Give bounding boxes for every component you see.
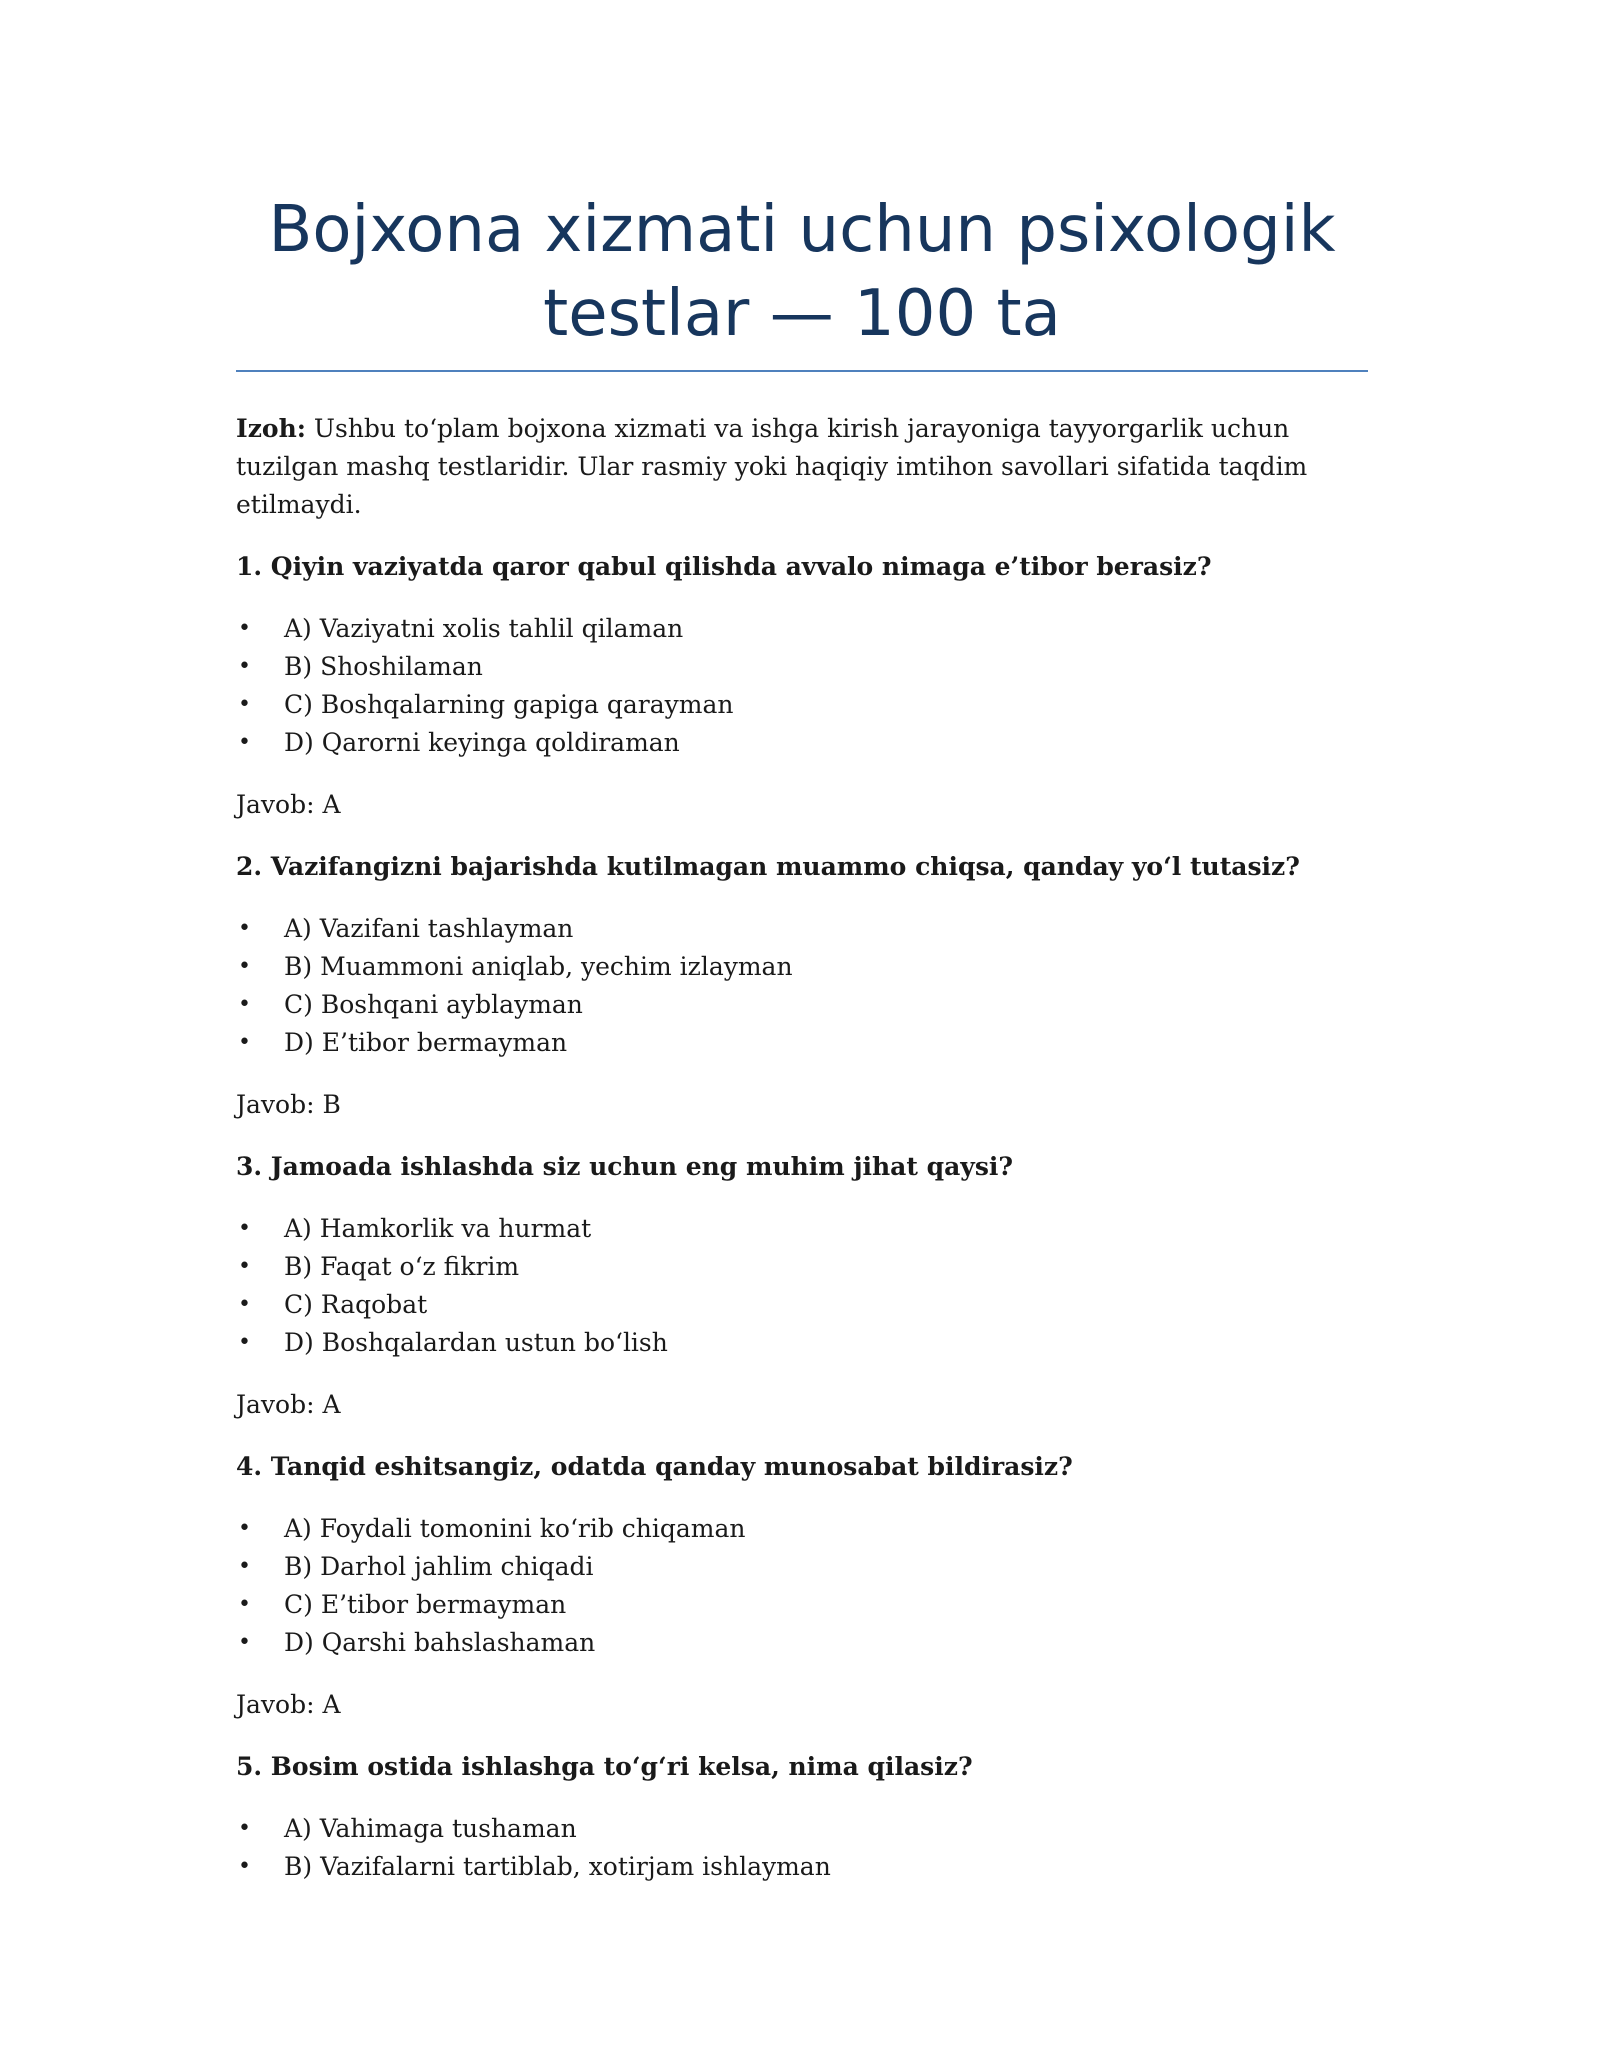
bullet-icon: •: [238, 1330, 251, 1355]
option-list: [236, 1810, 1368, 1886]
option-text: D) Qarshi bahslashaman: [284, 1628, 596, 1657]
document-page: [236, 188, 1368, 1886]
option-list: [236, 1210, 1368, 1362]
bullet-icon: •: [238, 1516, 251, 1541]
option-text: D) E’tibor bermayman: [284, 1028, 568, 1057]
bullet-icon: •: [238, 1630, 251, 1655]
option-item: [236, 1548, 1368, 1586]
bullet-icon: •: [238, 1854, 251, 1879]
answer-text: Javob: A: [236, 790, 341, 819]
option-text: A) Hamkorlik va hurmat: [284, 1214, 592, 1243]
option-item: [236, 986, 1368, 1024]
bullet-icon: •: [238, 1292, 251, 1317]
option-item: [236, 1810, 1368, 1848]
document-title: Bojxona xizmati uchun psixologik testlar — 100 ta: [236, 188, 1368, 372]
option-item: [236, 686, 1368, 724]
option-text: A) Vazifani tashlayman: [284, 914, 574, 943]
answer-text: Javob: A: [236, 1690, 341, 1719]
option-text: A) Vaziyatni xolis tahlil qilaman: [284, 614, 684, 643]
option-item: [236, 1586, 1368, 1624]
option-item: [236, 1848, 1368, 1886]
option-text: B) Muammoni aniqlab, yechim izlayman: [284, 952, 793, 981]
option-item: [236, 1248, 1368, 1286]
bullet-icon: •: [238, 1592, 251, 1617]
note-text: Ushbu to‘plam bojxona xizmati va ishga kirish jarayoniga tayyorgarlik uchun tuzilgan mashq testlaridir. Ular rasmiy yoki haqiqiy imtihon savollari sifatida taqdim etilmaydi.: [236, 414, 1308, 519]
note-label: Izoh:: [236, 414, 306, 443]
bullet-icon: •: [238, 730, 251, 755]
option-text: C) Raqobat: [284, 1290, 428, 1319]
option-text: B) Faqat o‘z fikrim: [284, 1252, 520, 1281]
option-text: C) E’tibor bermayman: [284, 1590, 567, 1619]
bullet-icon: •: [238, 1254, 251, 1279]
option-text: A) Foydali tomonini ko‘rib chiqaman: [284, 1514, 746, 1543]
bullet-icon: •: [238, 1816, 251, 1841]
option-list: [236, 610, 1368, 762]
question-text: 5. Bosim ostida ishlashga to‘g‘ri kelsa, nima qilasiz?: [236, 1752, 973, 1781]
question-text: 4. Tanqid eshitsangiz, odatda qanday munosabat bildirasiz?: [236, 1452, 1073, 1481]
option-text: C) Boshqani ayblayman: [284, 990, 583, 1019]
option-item: [236, 648, 1368, 686]
option-item: [236, 1286, 1368, 1324]
question-text: 2. Vazifangizni bajarishda kutilmagan muammo chiqsa, qanday yo‘l tutasiz?: [236, 852, 1300, 881]
question-text: 1. Qiyin vaziyatda qaror qabul qilishda avvalo nimaga e’tibor berasiz?: [236, 552, 1212, 581]
answer-text: Javob: A: [236, 1390, 341, 1419]
answer-text: Javob: B: [236, 1090, 341, 1119]
option-text: B) Vazifalarni tartiblab, xotirjam ishlayman: [284, 1852, 831, 1881]
option-item: [236, 1324, 1368, 1362]
bullet-icon: •: [238, 1554, 251, 1579]
option-item: [236, 910, 1368, 948]
option-text: D) Boshqalardan ustun bo‘lish: [284, 1328, 668, 1357]
option-item: [236, 724, 1368, 762]
question-text: 3. Jamoada ishlashda siz uchun eng muhim jihat qaysi?: [236, 1152, 1014, 1181]
option-item: [236, 1624, 1368, 1662]
option-item: [236, 1510, 1368, 1548]
option-list: [236, 1510, 1368, 1662]
bullet-icon: •: [238, 692, 251, 717]
option-item: [236, 1024, 1368, 1062]
bullet-icon: •: [238, 1030, 251, 1055]
bullet-icon: •: [238, 1216, 251, 1241]
option-text: C) Boshqalarning gapiga qarayman: [284, 690, 734, 719]
bullet-icon: •: [238, 916, 251, 941]
option-list: [236, 910, 1368, 1062]
option-text: A) Vahimaga tushaman: [284, 1814, 577, 1843]
bullet-icon: •: [238, 954, 251, 979]
bullet-icon: •: [238, 654, 251, 679]
bullet-icon: •: [238, 616, 251, 641]
bullet-icon: •: [238, 992, 251, 1017]
option-text: B) Darhol jahlim chiqadi: [284, 1552, 594, 1581]
option-item: [236, 610, 1368, 648]
option-text: D) Qarorni keyinga qoldiraman: [284, 728, 680, 757]
option-text: B) Shoshilaman: [284, 652, 483, 681]
option-item: [236, 1210, 1368, 1248]
intro-note: [236, 410, 1368, 524]
option-item: [236, 948, 1368, 986]
question-list: [236, 548, 1368, 1886]
